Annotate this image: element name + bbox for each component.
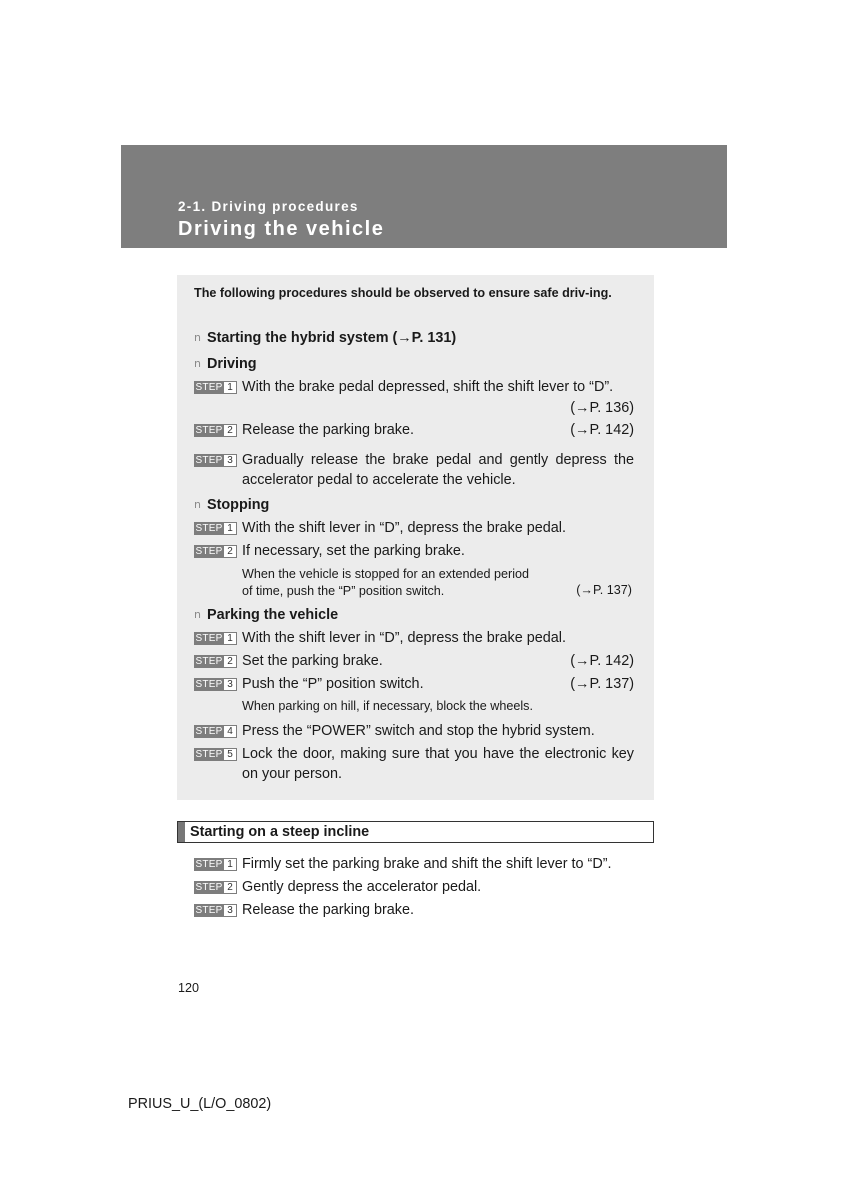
incline-section-header	[177, 821, 654, 843]
step-badge	[194, 748, 238, 761]
step-text: Press the “POWER” switch and stop the hybrid system.	[242, 723, 595, 739]
step-badge-number: 1	[224, 381, 237, 394]
step-badge-number: 1	[224, 858, 237, 871]
bullet-icon: n	[194, 331, 201, 344]
step-badge-label: STEP	[195, 679, 223, 690]
step-badge-label: STEP	[195, 726, 223, 737]
subheading-driving	[194, 356, 257, 372]
incline-section-title: Starting on a steep incline	[190, 824, 370, 840]
step-badge	[194, 454, 238, 467]
document-footer: PRIUS_U_(L/O_0802)	[128, 1096, 272, 1112]
step-badge-label: STEP	[195, 425, 223, 436]
step-badge	[194, 858, 238, 871]
step-text: With the brake pedal depressed, shift the shift lever to “D”.	[242, 379, 614, 395]
step-badge-label: STEP	[195, 656, 223, 667]
page-reference: (→P. 142)	[570, 422, 634, 438]
section-marker-bar	[178, 822, 185, 842]
page-reference: (→P. 136)	[570, 400, 634, 416]
step-badge	[194, 678, 238, 691]
subheading-parking	[194, 607, 338, 623]
step-text: Gently depress the accelerator pedal.	[242, 879, 482, 895]
step-badge-number: 2	[224, 424, 237, 437]
step-badge	[194, 381, 238, 394]
step-text: With the shift lever in “D”, depress the brake pedal.	[242, 630, 566, 646]
section-label: 2-1. Driving procedures	[178, 199, 359, 214]
step-badge	[194, 424, 238, 437]
step-badge	[194, 522, 238, 535]
step-text: Set the parking brake.	[242, 653, 383, 669]
step-badge-label: STEP	[195, 882, 223, 893]
chapter-header	[121, 145, 727, 248]
page-reference: (→P. 137)	[576, 583, 632, 597]
page-reference: (→P. 142)	[570, 653, 634, 669]
bullet-icon: n	[194, 608, 201, 621]
step-badge-label: STEP	[195, 633, 223, 644]
page-reference: (→P. 137)	[570, 676, 634, 692]
step-text: With the shift lever in “D”, depress the brake pedal.	[242, 520, 566, 536]
step-text: Firmly set the parking brake and shift the shift lever to “D”.	[242, 856, 612, 872]
step-text: Gradually release the brake pedal and gently depress the accelerator pedal to accelerate the vehicle.	[242, 452, 634, 488]
step-badge-number: 3	[224, 678, 237, 691]
step-badge-number: 4	[224, 725, 237, 738]
step-badge	[194, 655, 238, 668]
note-text: When the vehicle is stopped for an extended period of time, push the “P” position switch.	[242, 567, 530, 598]
step-badge-number: 3	[224, 904, 237, 917]
step-badge-number: 1	[224, 632, 237, 645]
step-text: Lock the door, making sure that you have the electronic key on your person.	[242, 746, 634, 782]
step-badge-label: STEP	[195, 382, 223, 393]
note-text: When parking on hill, if necessary, block the wheels.	[242, 699, 533, 713]
page-number: 120	[178, 981, 200, 995]
page-title: Driving the vehicle	[178, 218, 385, 240]
step-badge	[194, 545, 238, 558]
step-badge-number: 1	[224, 522, 237, 535]
step-badge-number: 2	[224, 881, 237, 894]
step-badge-number: 2	[224, 655, 237, 668]
subheading-stopping	[194, 497, 269, 513]
step-badge-number: 5	[224, 748, 237, 761]
step-badge-label: STEP	[195, 749, 223, 760]
step-badge	[194, 904, 238, 917]
intro-text: The following procedures should be observed to ensure safe driv-ing.	[194, 286, 612, 300]
step-badge	[194, 725, 238, 738]
subheading-parking-label: Parking the vehicle	[206, 607, 339, 623]
step-badge-label: STEP	[195, 859, 223, 870]
step-badge-label: STEP	[195, 455, 223, 466]
step-badge-number: 3	[224, 454, 237, 467]
step-text: Push the “P” position switch.	[242, 676, 424, 692]
step-text: Release the parking brake.	[242, 902, 414, 918]
subheading-driving-label: Driving	[206, 356, 257, 372]
bullet-icon: n	[194, 357, 201, 370]
step-badge-label: STEP	[195, 546, 223, 557]
step-text: If necessary, set the parking brake.	[242, 543, 465, 559]
step-badge	[194, 881, 238, 894]
step-badge-label: STEP	[195, 523, 223, 534]
step-badge-number: 2	[224, 545, 237, 558]
subheading-starting	[194, 330, 456, 346]
step-text: Release the parking brake.	[242, 422, 414, 438]
step-badge-label: STEP	[195, 905, 223, 916]
step-badge	[194, 632, 238, 645]
bullet-icon: n	[194, 498, 201, 511]
subheading-starting-label: Starting the hybrid system (→P. 131)	[206, 330, 457, 346]
subheading-stopping-label: Stopping	[206, 497, 270, 513]
